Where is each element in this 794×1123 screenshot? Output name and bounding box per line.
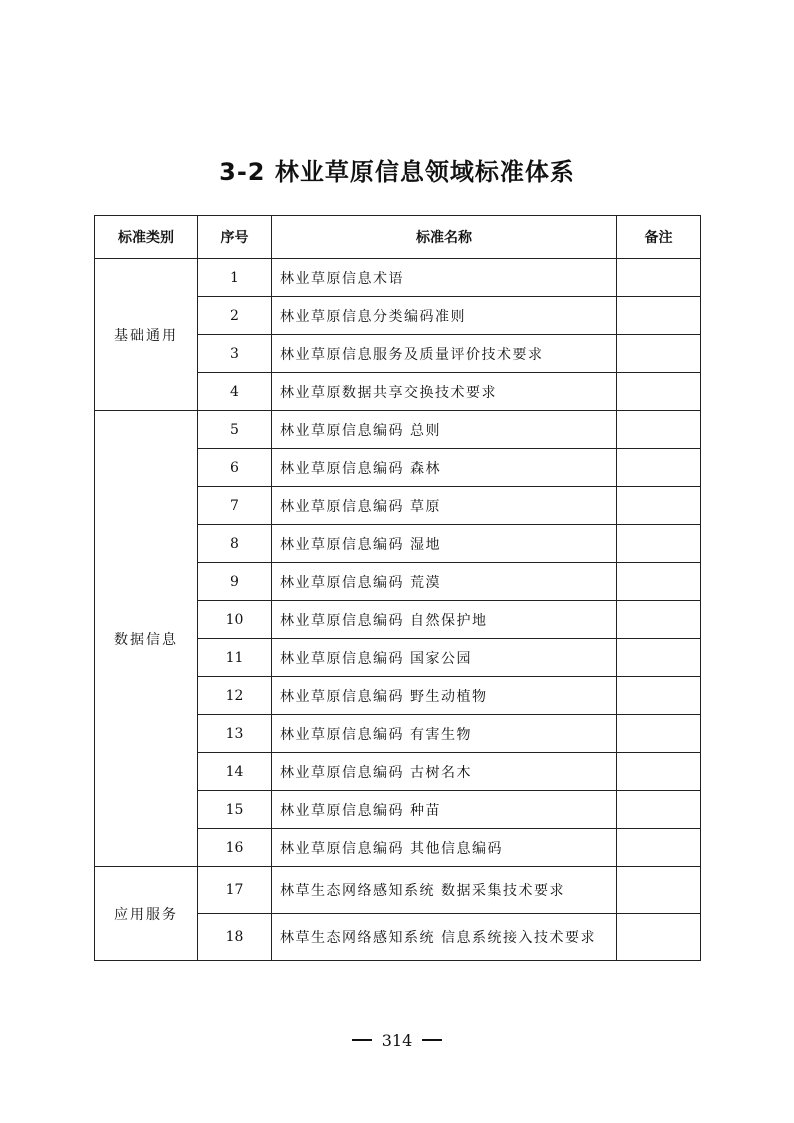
category-cell: 数据信息 [95, 411, 198, 867]
table-row [95, 259, 701, 297]
row-number: 17 [198, 867, 272, 914]
note-cell [617, 373, 701, 411]
standard-name: 林业草原信息编码 有害生物 [272, 715, 617, 753]
standard-name: 林业草原信息编码 野生动植物 [272, 677, 617, 715]
standard-name: 林业草原信息分类编码准则 [272, 297, 617, 335]
note-cell [617, 335, 701, 373]
category-cell: 应用服务 [95, 867, 198, 961]
standard-name: 林业草原信息编码 湿地 [272, 525, 617, 563]
header-name: 标准名称 [272, 216, 617, 259]
note-cell [617, 449, 701, 487]
note-cell [617, 525, 701, 563]
standards-table [94, 215, 701, 961]
row-number: 16 [198, 829, 272, 867]
standard-name: 林业草原信息术语 [272, 259, 617, 297]
row-number: 2 [198, 297, 272, 335]
standard-name: 林业草原信息编码 总则 [272, 411, 617, 449]
table-header-row [95, 216, 701, 259]
note-cell [617, 715, 701, 753]
row-number: 3 [198, 335, 272, 373]
right-dash [422, 1039, 442, 1041]
row-number: 9 [198, 563, 272, 601]
row-number: 18 [198, 914, 272, 961]
header-note: 备注 [617, 216, 701, 259]
standard-name: 林草生态网络感知系统 信息系统接入技术要求 [272, 914, 617, 961]
note-cell [617, 297, 701, 335]
table-row [95, 411, 701, 449]
note-cell [617, 601, 701, 639]
page-footer [0, 1027, 794, 1053]
note-cell [617, 487, 701, 525]
row-number: 14 [198, 753, 272, 791]
standard-name: 林业草原信息编码 古树名木 [272, 753, 617, 791]
standard-name: 林草生态网络感知系统 数据采集技术要求 [272, 867, 617, 914]
row-number: 7 [198, 487, 272, 525]
note-cell [617, 411, 701, 449]
standard-name: 林业草原数据共享交换技术要求 [272, 373, 617, 411]
standard-name: 林业草原信息编码 荒漠 [272, 563, 617, 601]
standard-name: 林业草原信息编码 种苗 [272, 791, 617, 829]
standard-name: 林业草原信息编码 自然保护地 [272, 601, 617, 639]
header-category: 标准类别 [95, 216, 198, 259]
note-cell [617, 914, 701, 961]
row-number: 6 [198, 449, 272, 487]
note-cell [617, 867, 701, 914]
left-dash [352, 1039, 372, 1041]
row-number: 10 [198, 601, 272, 639]
row-number: 12 [198, 677, 272, 715]
note-cell [617, 753, 701, 791]
note-cell [617, 639, 701, 677]
note-cell [617, 677, 701, 715]
row-number: 5 [198, 411, 272, 449]
note-cell [617, 563, 701, 601]
note-cell [617, 259, 701, 297]
row-number: 11 [198, 639, 272, 677]
page-title: 3-2 林业草原信息领域标准体系 [219, 158, 575, 186]
table-row [95, 867, 701, 914]
standard-name: 林业草原信息编码 草原 [272, 487, 617, 525]
note-cell [617, 791, 701, 829]
row-number: 15 [198, 791, 272, 829]
header-number: 序号 [198, 216, 272, 259]
standard-name: 林业草原信息编码 森林 [272, 449, 617, 487]
category-cell: 基础通用 [95, 259, 198, 411]
row-number: 1 [198, 259, 272, 297]
page-number: 314 [381, 1030, 413, 1050]
standard-name: 林业草原信息服务及质量评价技术要求 [272, 335, 617, 373]
row-number: 8 [198, 525, 272, 563]
standard-name: 林业草原信息编码 国家公园 [272, 639, 617, 677]
note-cell [617, 829, 701, 867]
standard-name: 林业草原信息编码 其他信息编码 [272, 829, 617, 867]
row-number: 4 [198, 373, 272, 411]
row-number: 13 [198, 715, 272, 753]
